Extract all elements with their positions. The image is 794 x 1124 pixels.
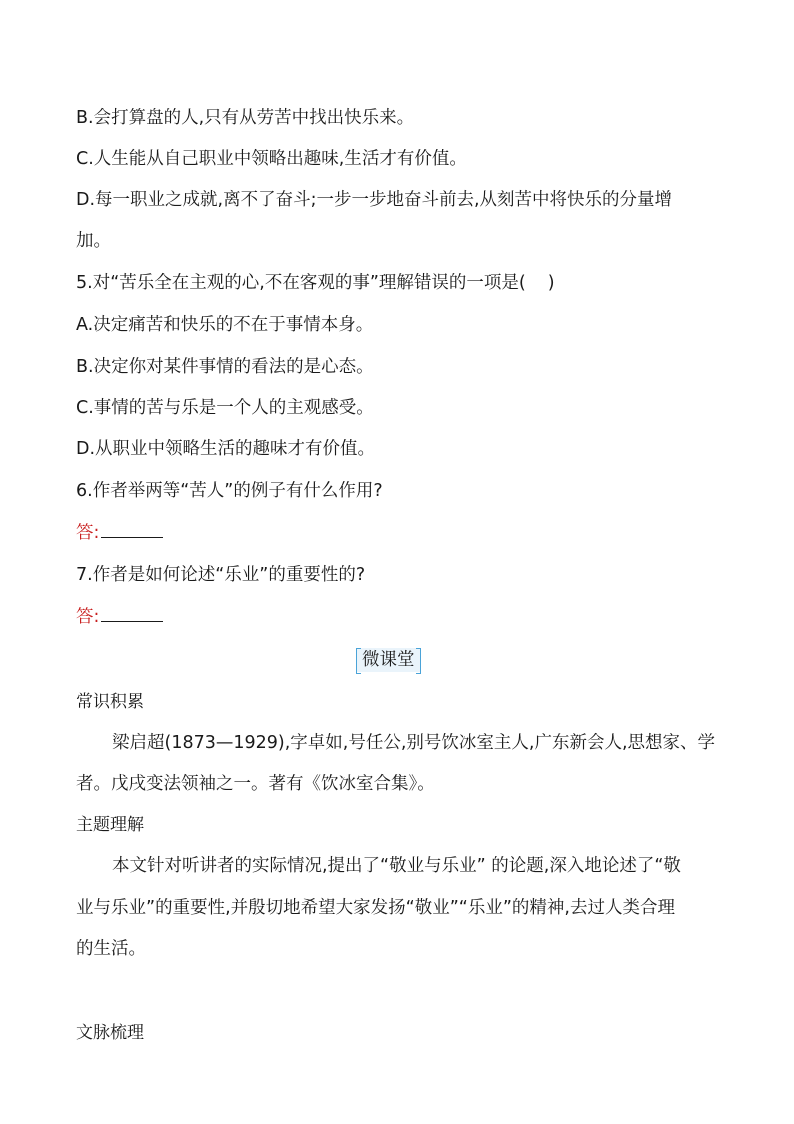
q4-option-c: C.人生能从自己职业中领略出趣味,生活才有价值。 [76,149,467,169]
q5-stem [76,271,555,295]
q5-option-d: D.从职业中领略生活的趣味才有价值。 [76,439,376,459]
theme-line3: 的生活。 [76,939,146,959]
theme-line1: 本文针对听讲者的实际情况,提出了“敬业与乐业” 的论题,深入地论述了“敬 [112,856,681,876]
q7-answer-blank[interactable] [101,604,163,622]
q6-stem: 6.作者举两等“苦人”的例子有什么作用? [76,481,383,501]
section-badge-weiketang: 微课堂 [356,648,421,672]
q4-option-d-line2: 加。 [76,231,111,251]
q6-answer-label: 答: [76,523,100,543]
q4-option-d-line1: D.每一职业之成就,离不了奋斗;一步一步地奋斗前去,从刻苦中将快乐的分量增 [76,190,673,210]
knowledge-line2: 者。戊戌变法领袖之一。著有《饮冰室合集》。 [76,774,435,794]
q6-answer-blank[interactable] [101,520,163,538]
knowledge-line1: 梁启超(1873—1929),字卓如,号任公,别号饮冰室主人,广东新会人,思想家、学 [112,733,716,753]
theme-heading: 主题理解 [76,815,144,835]
knowledge-heading: 常识积累 [76,692,144,712]
q5-stem-text: 5.对“苦乐全在主观的心,不在客观的事”理解错误的一项是( [76,273,526,293]
q6-answer[interactable] [76,520,163,545]
q5-stem-close: ) [547,273,555,293]
theme-line2: 业与乐业”的重要性,并殷切地希望大家发扬“敬业”“乐业”的精神,去过人类合理 [76,898,675,918]
q5-option-c: C.事情的苦与乐是一个人的主观感受。 [76,398,374,418]
q4-option-b: B.会打算盘的人,只有从劳苦中找出快乐来。 [76,108,415,128]
q5-option-b: B.决定你对某件事情的看法的是心态。 [76,357,374,377]
q7-stem: 7.作者是如何论述“乐业”的重要性的? [76,565,366,585]
q5-option-a: A.决定痛苦和快乐的不在于事情本身。 [76,315,374,335]
q7-answer-label: 答: [76,607,100,627]
structure-heading: 文脉梳理 [76,1023,144,1043]
q7-answer[interactable] [76,604,163,629]
